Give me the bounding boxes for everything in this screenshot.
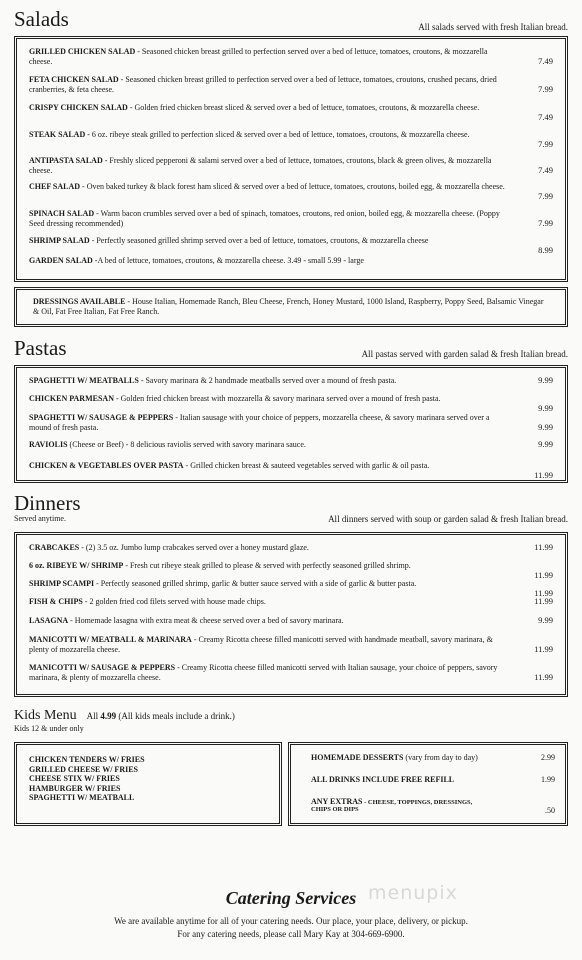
kids-item: HAMBURGER W/ FRIES: [29, 783, 121, 793]
extra-label: ALL DRINKS INCLUDE FREE REFILL: [311, 775, 455, 784]
salads-item-name: ANTIPASTA SALAD: [29, 156, 103, 165]
dinners-item-desc: - Creamy Ricotta cheese filled manicotti served with handmade meatball, savory marinara, & plenty of mozzarella cheese.: [29, 635, 493, 654]
dinners-item-text: [29, 635, 553, 654]
pastas-item: [29, 413, 553, 432]
salads-item: [29, 130, 553, 149]
salads-item-text: [29, 256, 553, 266]
catering-title: Catering Services: [225, 888, 357, 908]
salads-item-desc: - 6 oz. ribeye steak grilled to perfection sliced & served over a bed of lettuce, tomatoes, croutons, & mozzarella cheese.: [85, 130, 470, 139]
pastas-item-desc: (Cheese or Beef) - 8 delicious raviolis served with savory marinara sauce.: [67, 440, 306, 449]
dinners-item-desc: - Homemade lasagna with extra meat & cheese served over a bed of savory marinara.: [68, 616, 344, 625]
salads-item-desc: - Freshly sliced pepperoni & salami served over a bed of lettuce, tomatoes, croutons, black & green olives, & mozzarella cheese.: [29, 156, 492, 175]
extras-box: [288, 742, 568, 826]
pastas-item-name: SPAGHETTI W/ MEATBALLS: [29, 376, 139, 385]
pastas-item-price: 11.99: [534, 470, 553, 480]
pastas-item-text: [29, 440, 553, 450]
dinners-item-desc: - Perfectly seasoned grilled shrimp, garlic & butter sauce served with a side of garlic & butter pasta.: [94, 579, 417, 588]
pastas-item-text: [29, 376, 553, 386]
salads-item-text: [29, 103, 553, 113]
pastas-item-name: CHICKEN & VEGETABLES OVER PASTA: [29, 461, 184, 470]
pastas-note: All pastas served with garden salad & fresh Italian bread.: [361, 349, 568, 359]
salads-item-name: SHRIMP SALAD: [29, 236, 90, 245]
pastas-item-text: [29, 413, 553, 432]
salads-item-text: [29, 75, 553, 94]
dinners-item: [29, 635, 553, 654]
pastas-item-desc: - Italian sausage with your choice of peppers, mozzarella cheese, & savory marinara served over a mound of fresh pasta.: [29, 413, 490, 432]
extra-item: [311, 797, 555, 813]
salads-item-desc: - Golden fried chicken breast sliced & served over a bed of lettuce, tomatoes, croutons, & mozzarella cheese.: [127, 103, 480, 112]
dinners-item-price: 9.99: [538, 615, 553, 625]
salads-item-price: 7.49: [538, 112, 553, 122]
salads-item-name: STEAK SALAD: [29, 130, 86, 139]
dressings-list: - House Italian, Homemade Ranch, Bleu Cheese, French, Honey Mustard, 1000 Island, Raspberry, Poppy Seed, Balsamic Vinegar & Oil, Fat Free Italian, Fat Free Ranch.: [33, 297, 544, 316]
dinners-header: [14, 492, 568, 523]
pastas-item-text: [29, 461, 553, 471]
salads-item-name: CRISPY CHICKEN SALAD: [29, 103, 128, 112]
salads-item: [29, 47, 553, 66]
pastas-item-price: 9.99: [538, 439, 553, 449]
kids-list: [17, 755, 279, 803]
extra-price: 2.99: [541, 753, 555, 762]
extra-note-2: CHIPS OR DIPS: [311, 806, 359, 813]
pastas-header: [14, 337, 568, 359]
pastas-item-desc: - Savory marinara & 2 handmade meatballs served over a mound of fresh pasta.: [138, 376, 397, 385]
pastas-box: [14, 365, 568, 483]
catering-line-2: For any catering needs, please call Mary Kay at 304-669-6900.: [177, 929, 405, 939]
salads-item: [29, 236, 553, 255]
dressings-box: [14, 287, 568, 327]
kids-box: [14, 742, 282, 826]
pastas-item-name: CHICKEN PARMESAN: [29, 394, 114, 403]
dinners-item-desc: - 2 golden fried cod filets served with house made chips.: [82, 597, 266, 606]
dressings-label: DRESSINGS AVAILABLE: [33, 297, 126, 306]
dinners-item-text: [29, 579, 553, 589]
kids-header: [14, 706, 235, 733]
salads-item: [29, 209, 553, 228]
salads-item-price: 8.99: [538, 245, 553, 255]
salads-item-name: SPINACH SALAD: [29, 209, 95, 218]
dinners-item-price: 11.99: [534, 644, 553, 654]
pastas-item-name: RAVIOLIS: [29, 440, 68, 449]
dinners-item-text: [29, 597, 553, 607]
catering-line-1: We are available anytime for all of your catering needs. Our place, your place, delivery, or pickup.: [114, 916, 468, 926]
salads-box: [14, 36, 568, 282]
salads-item-text: [29, 156, 553, 175]
salads-item-desc: -A bed of lettuce, tomatoes, croutons, & mozzarella cheese. 3.49 - small 5.99 - large: [92, 256, 364, 265]
extra-price: 1.99: [541, 775, 555, 784]
pastas-item-text: [29, 394, 553, 404]
salads-item-price: 7.99: [538, 218, 553, 228]
dinners-item: [29, 561, 553, 580]
dinners-item-name: MANICOTTI W/ MEATBALL & MARINARA: [29, 635, 192, 644]
salads-item-price: 7.99: [538, 84, 553, 94]
dinners-item-price: 11.99: [534, 672, 553, 682]
salads-item-desc: - Seasoned chicken breast grilled to perfection served over a bed of lettuce, tomatoes, croutons, & mozzarella cheese.: [29, 47, 488, 66]
pastas-item: [29, 440, 553, 450]
dinners-item-name: MANICOTTI W/ SAUSAGE & PEPPERS: [29, 663, 176, 672]
salads-item: [29, 256, 553, 266]
pastas-item-desc: - Grilled chicken breast & sauteed vegetables served with garlic & oil pasta.: [183, 461, 430, 470]
dinners-item-text: [29, 663, 553, 682]
dinners-title: Dinners: [14, 491, 81, 515]
dinners-item-price: 11.99: [534, 588, 553, 598]
dinners-item: [29, 597, 553, 607]
extra-item: [311, 775, 555, 784]
dinners-item-name: SHRIMP SCAMPI: [29, 579, 95, 588]
dinners-box: [14, 532, 568, 697]
kids-sub: Kids 12 & under only: [14, 724, 84, 733]
extra-note: (vary from day to day): [403, 753, 478, 762]
extra-item: [311, 753, 555, 762]
dinners-sub: Served anytime.: [14, 514, 66, 523]
dinners-item-name: 6 oz. RIBEYE W/ SHRIMP: [29, 561, 124, 570]
salads-item-name: GARDEN SALAD: [29, 256, 93, 265]
pastas-title: Pastas: [14, 336, 67, 360]
dinners-item: [29, 543, 553, 553]
dinners-item-name: FISH & CHIPS: [29, 597, 83, 606]
pastas-item-price: 9.99: [538, 403, 553, 413]
pastas-item-desc: - Golden fried chicken breast with mozzarella & savory marinara served over a mound of fresh pasta.: [113, 394, 441, 403]
dressings-text: [33, 297, 549, 317]
kids-note: (All kids meals include a drink.): [116, 711, 235, 721]
pastas-item: [29, 461, 553, 480]
dinners-item: [29, 579, 553, 598]
dinners-item-text: [29, 616, 553, 626]
dinners-item-name: CRABCAKES: [29, 543, 80, 552]
dinners-item-price: 11.99: [534, 542, 553, 552]
salads-item-text: [29, 236, 553, 246]
pastas-item: [29, 376, 553, 386]
pastas-item-name: SPAGHETTI W/ SAUSAGE & PEPPERS: [29, 413, 174, 422]
salads-item-text: [29, 130, 553, 140]
extra-label: HOMEMADE DESSERTS: [311, 753, 404, 762]
salads-note: All salads served with fresh Italian bread.: [418, 22, 568, 32]
kids-price: 4.99: [100, 711, 117, 721]
dinners-item-text: [29, 543, 553, 553]
pastas-item-price: 9.99: [538, 422, 553, 432]
salads-item-text: [29, 182, 553, 192]
salads-item-desc: - Oven baked turkey & black forest ham sliced & served over a bed of lettuce, tomatoes, croutons, boiled egg, & mozzarella cheese.: [80, 182, 505, 191]
extra-note: - CHEESE, TOPPINGS, DRESSINGS,: [362, 799, 473, 806]
salads-item-name: GRILLED CHICKEN SALAD: [29, 47, 136, 56]
salads-item-price: 7.49: [538, 56, 553, 66]
kids-item: CHICKEN TENDERS W/ FRIES: [29, 755, 145, 764]
pastas-item: [29, 394, 553, 413]
kids-price-prefix: All: [86, 711, 101, 721]
dinners-item-desc: - (2) 3.5 oz. Jumbo lump crabcakes served over a honey mustard glaze.: [79, 543, 309, 552]
dinners-note: All dinners served with soup or garden salad & fresh Italian bread.: [328, 514, 568, 524]
kids-item: SPAGHETTI W/ MEATBALL: [29, 793, 135, 802]
salads-item-desc: - Seasoned chicken breast grilled to perfection served over a bed of lettuce, tomatoes, croutons, crushed pecans, dried cranberries, & feta cheese.: [29, 75, 497, 94]
salads-item-name: FETA CHICKEN SALAD: [29, 75, 119, 84]
dinners-item-desc: - Creamy Ricotta cheese filled manicotti served with Italian sausage, your choice of peppers, savory marinara, & plenty of mozzarella cheese.: [29, 663, 498, 682]
salads-title: Salads: [14, 7, 69, 31]
salads-item-text: [29, 209, 553, 228]
kids-item: GRILLED CHEESE W/ FRIES: [29, 764, 138, 774]
kids-item: CHEESE STIX W/ FRIES: [29, 774, 120, 783]
salads-item: [29, 156, 553, 175]
dinners-item-price: 11.99: [534, 596, 553, 606]
salads-item-name: CHEF SALAD: [29, 182, 81, 191]
salads-item: [29, 182, 553, 201]
pastas-item-price: 9.99: [538, 375, 553, 385]
salads-item: [29, 75, 553, 94]
dinners-item-price: 11.99: [534, 570, 553, 580]
salads-item-desc: - Warm bacon crumbles served over a bed of spinach, tomatoes, croutons, red onion, boiled egg, & mozzarella cheese. (Poppy Seed dressing recommended): [29, 209, 500, 228]
salads-item-price: 7.99: [538, 139, 553, 149]
salads-item-desc: - Perfectly seasoned grilled shrimp served over a bed of lettuce, tomatoes, croutons, & mozzarella cheese: [89, 236, 429, 245]
dinners-item: [29, 616, 553, 626]
salads-item-text: [29, 47, 553, 66]
dinners-item-name: LASAGNA: [29, 616, 69, 625]
dinners-item-desc: - Fresh cut ribeye steak grilled to please & served with perfectly seasoned grilled shrimp.: [123, 561, 411, 570]
extra-label: ANY EXTRAS: [311, 797, 363, 806]
salads-item-price: 7.49: [538, 165, 553, 175]
salads-item-price: 7.99: [538, 191, 553, 201]
extra-price: .50: [545, 806, 555, 815]
salads-header: [14, 8, 568, 30]
dinners-item: [29, 663, 553, 682]
kids-title: Kids Menu: [14, 708, 77, 723]
dinners-item-text: [29, 561, 553, 571]
salads-item: [29, 103, 553, 122]
watermark: menupix: [368, 882, 458, 904]
